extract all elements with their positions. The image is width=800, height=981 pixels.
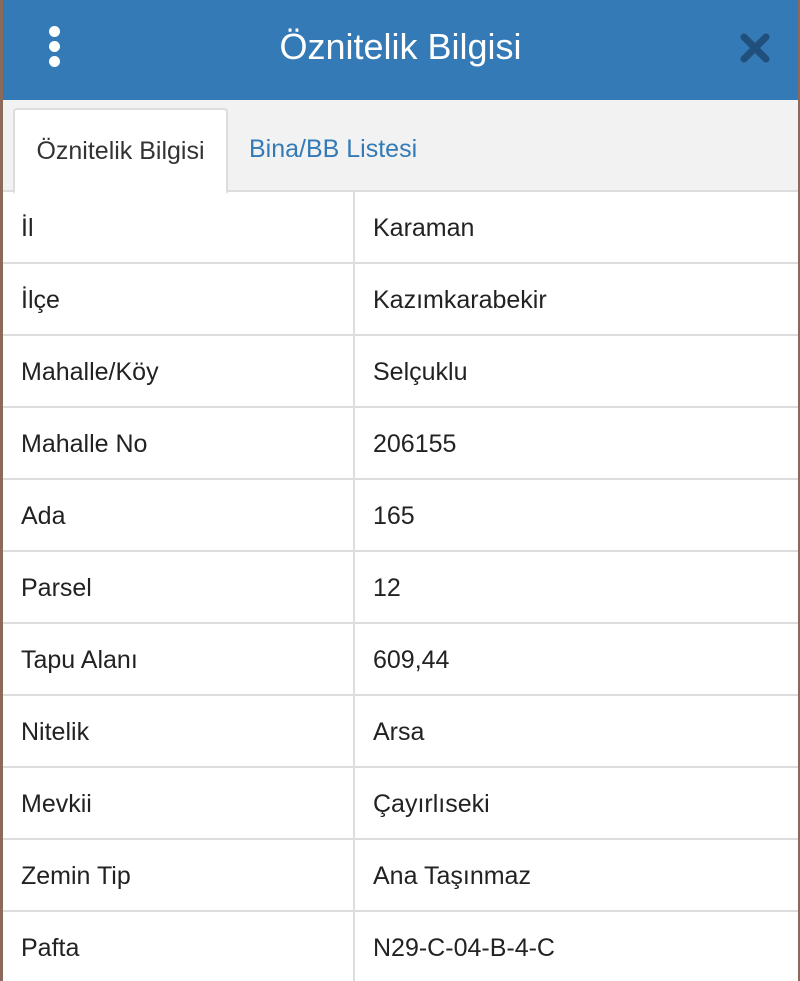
table-row xyxy=(3,192,798,264)
row-value: Arsa xyxy=(373,718,425,746)
row-value: Ana Taşınmaz xyxy=(373,862,531,890)
row-label: Mahalle No xyxy=(3,408,355,478)
tab-bar xyxy=(3,100,798,192)
table-row xyxy=(3,624,798,696)
table-row xyxy=(3,696,798,768)
panel-title: Öznitelik Bilgisi xyxy=(279,26,522,67)
row-label: Zemin Tip xyxy=(3,840,355,910)
row-label: Tapu Alanı xyxy=(3,624,355,694)
row-value: Selçuklu xyxy=(373,358,468,386)
row-value: Karaman xyxy=(373,214,475,242)
table-row xyxy=(3,264,798,336)
row-value: 206155 xyxy=(373,430,457,458)
row-label: İlçe xyxy=(3,264,355,334)
table-row xyxy=(3,768,798,840)
row-label: Ada xyxy=(3,480,355,550)
row-value: 12 xyxy=(373,574,401,602)
table-row xyxy=(3,336,798,408)
table-row xyxy=(3,912,798,981)
tab-building-list[interactable]: Bina/BB Listesi xyxy=(249,135,418,163)
close-x-icon[interactable] xyxy=(737,30,773,66)
row-label: Mevkii xyxy=(3,768,355,838)
row-value: 609,44 xyxy=(373,646,450,674)
row-value: N29-C-04-B-4-C xyxy=(373,934,555,962)
row-label: Mahalle/Köy xyxy=(3,336,355,406)
panel-header xyxy=(3,0,798,100)
table-row xyxy=(3,408,798,480)
row-value: 165 xyxy=(373,502,415,530)
row-label: Parsel xyxy=(3,552,355,622)
table-row xyxy=(3,840,798,912)
row-label: Nitelik xyxy=(3,696,355,766)
attribute-table xyxy=(3,192,798,981)
row-value: Kazımkarabekir xyxy=(373,286,547,314)
table-row xyxy=(3,480,798,552)
row-label: İl xyxy=(3,192,355,262)
table-row xyxy=(3,552,798,624)
attribute-info-panel xyxy=(3,0,798,981)
row-label: Pafta xyxy=(3,912,355,981)
tab-attribute-info[interactable]: Öznitelik Bilgisi xyxy=(13,108,228,194)
row-value: Çayırlıseki xyxy=(373,790,490,818)
